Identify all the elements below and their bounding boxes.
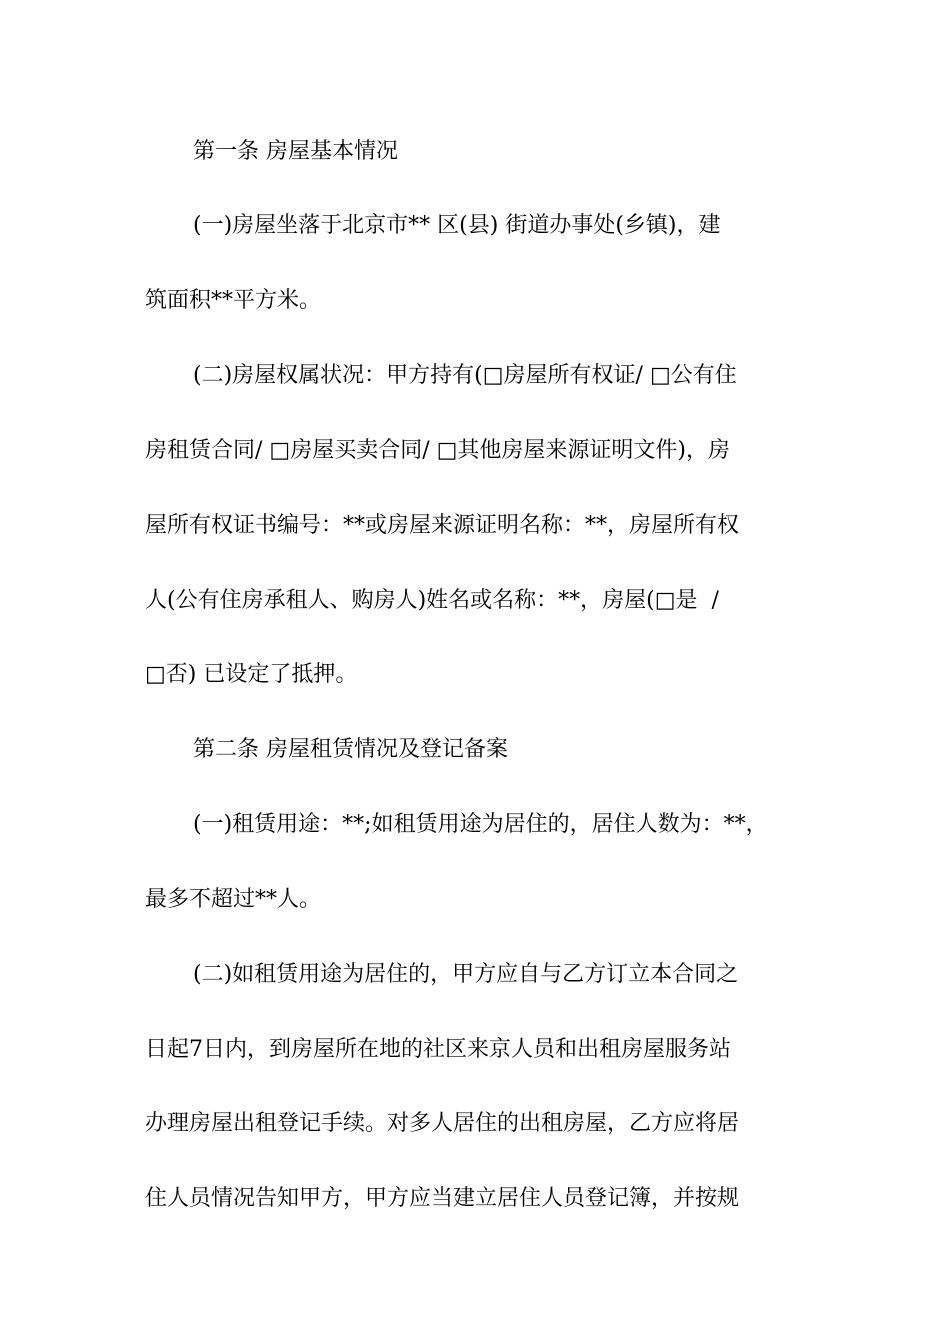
paragraph-line: □否) 已设定了抵押。	[145, 662, 358, 687]
paragraph-line: 日起7日内，到房屋所在地的社区来京人员和出租房屋服务站	[145, 1037, 731, 1062]
paragraph-line: 人(公有住房承租人、购房人)姓名或名称：**，房屋(□是 /	[145, 588, 719, 613]
paragraph-line: 办理房屋出租登记手续。对多人居住的出租房屋，乙方应将居	[145, 1111, 740, 1136]
paragraph-line: (二)如租赁用途为居住的，甲方应自与乙方订立本合同之	[193, 962, 739, 987]
paragraph-line: (二)房屋权属状况：甲方持有(□房屋所有权证/ □公有住	[193, 363, 737, 388]
paragraph-line: 屋所有权证书编号：**或房屋来源证明名称：**，房屋所有权	[145, 513, 740, 538]
paragraph-line: 筑面积**平方米。	[145, 288, 322, 313]
paragraph-line: 住人员情况告知甲方，甲方应当建立居住人员登记簿，并按规	[145, 1186, 740, 1211]
paragraph-line: (一)租赁用途：**;如租赁用途为居住的，居住人数为：**，	[193, 812, 768, 837]
article-2-heading: 第二条 房屋租赁情况及登记备案	[193, 737, 508, 762]
paragraph-line: 房租赁合同/ □房屋买卖合同/ □其他房屋来源证明文件)，房	[145, 438, 730, 463]
article-1-heading: 第一条 房屋基本情况	[193, 139, 398, 164]
paragraph-line: (一)房屋坐落于北京市** 区(县) 街道办事处(乡镇)，建	[193, 213, 721, 238]
paragraph-line: 最多不超过**人。	[145, 887, 322, 912]
